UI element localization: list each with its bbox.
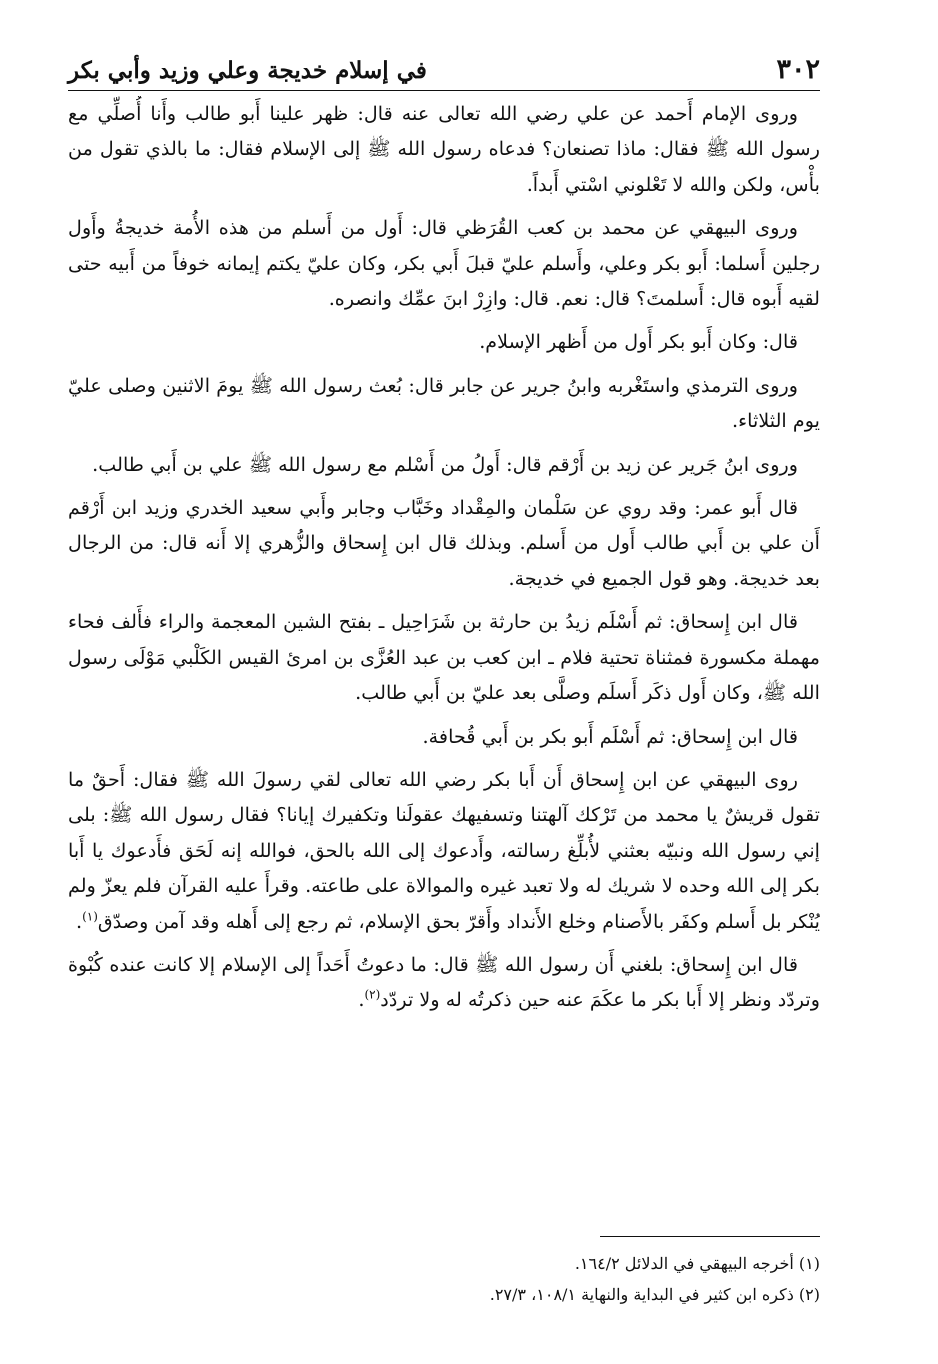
body-text bbox=[68, 96, 820, 1228]
paragraph: وروى البيهقي عن محمد بن كعب القُرَظي قال: أَول من أَسلم من هذه الأُمة خديجةُ وأَول رجلين أَسلما: أَبو بكر وعلي، وأَسلم عليّ قبلَ أَبي بكر، وكان عليّ يكتم إيمانه خوفاً من أَبيه حتى لقيه أَبوه قال: أَسلمتَ؟ قال: نعم. قال: وازِرْ ابنَ عمِّك وانصره. bbox=[68, 216, 820, 311]
footnote: (١) أخرجه البيهقي في الدلائل ١٦٤/٢. bbox=[574, 1254, 820, 1273]
footnotes bbox=[68, 1248, 820, 1310]
paragraph: قال ابن إِسحاق: ثم أَسْلَم أَبو بكر بن أَبي قُحافة. bbox=[422, 724, 798, 748]
page-number: ٣٠٢ bbox=[776, 54, 820, 85]
paragraph: روى البيهقي عن ابن إِسحاق أَن أَبا بكر رضي الله تعالى لقي رسولَ الله ﷺ فقال: أَحقٌ ما تقول قريشٌ يا محمد من تَرْكك آلهتنا وتسفيهك عقولَنا وتكفيرك إيانا؟ فقال رسول الله ﷺ: بلى إني رسول الله ونبيّه بعثني لأُبلِّغ رسالته، وأَدعوك إلى الله بالحق، فوالله إنه لَحَق فأَدعوك يا أَبا بكر إلى الله وحده لا شريك له ولا تعبد غيره والموالاة على طاعته. وقرأَ عليه القرآن فلم يعزّ ولم يُنْكر بل أَسلم وكفَر بالأَصنام وخلع الأَنداد وأَقرّ بحق الإسلام، ثم رجع إلى أَهله وقد آمن وصدّق$^{(١)}$. bbox=[68, 767, 820, 933]
footnote-ref: (١) bbox=[82, 909, 98, 924]
paragraph: قال: وكان أَبو بكر أَول من أَظهر الإسلام. bbox=[479, 330, 798, 354]
footnote-divider bbox=[600, 1236, 820, 1237]
paragraph: وروى الترمذي واستَغْربه وابنُ جرير عن جابر قال: بُعث رسول الله ﷺ يومَ الاثنين وصلى عليّ يوم الثلاثاء. bbox=[68, 373, 820, 433]
paragraph: وروى الإمام أَحمد عن علي رضي الله تعالى عنه قال: ظهر علينا أَبو طالب وأَنا أُصلِّي مع رسول الله ﷺ فقال: ماذا تصنعان؟ فدعاه رسول الله ﷺ إلى الإسلام فقال: ما بالذي تقول من بأْس، ولكن والله لا تَعْلوني اسْتي أَبداً. bbox=[68, 102, 820, 196]
paragraph: قال ابن إِسحاق: بلغني أَن رسول الله ﷺ قال: ما دعوتُ أَحَداً إلى الإسلام إلا كانت عنده كُبْوة وتردّد ونظر إلا أَبا بكر ما عكَمَ عنه حين ذكرتُه له ولا تردّد$^{(٢)}$. bbox=[68, 952, 820, 1012]
footnote: (٢) ذكره ابن كثير في البداية والنهاية ١٠٨/١، ٢٧/٣. bbox=[489, 1285, 820, 1304]
paragraph: قال أَبو عمر: وقد روي عن سَلْمان والمِقْداد وخَبَّاب وجابر وأَبي سعيد الخدري وزيد ابن أَرْقم أَن علي بن أَبي طالب أَول من أَسلم. وبذلك قال ابن إِسحاق والزُّهري إلا أَنه قال: من الرجال بعد خديجة. وهو قول الجميع في خديجة. bbox=[68, 496, 820, 590]
running-title: في إسلام خديجة وعلي وزيد وأبي بكر bbox=[68, 57, 427, 84]
page-header bbox=[68, 50, 820, 91]
paragraph: قال ابن إِسحاق: ثم أَسْلَم زيدُ بن حارثة بن شَرَاحِيل ـ بفتح الشين المعجمة والراء فأَلف فحاء مهملة مكسورة فمثناة تحتية فلام ـ ابن كعب بن عبد العُزَّى بن امرئ القيس الكَلْبي مَوْلَى رسول الله ﷺ، وكان أَول ذكَر أَسلَم وصلَّى بعد عليّ بن أَبي طالب. bbox=[68, 610, 820, 705]
footnote-ref: (٢) bbox=[364, 987, 381, 1002]
paragraph: وروى ابنُ جَرير عن زيد بن أَرْقم قال: أَولُ من أَسْلم مع رسول الله ﷺ علي بن أَبي طالب. bbox=[92, 452, 798, 476]
